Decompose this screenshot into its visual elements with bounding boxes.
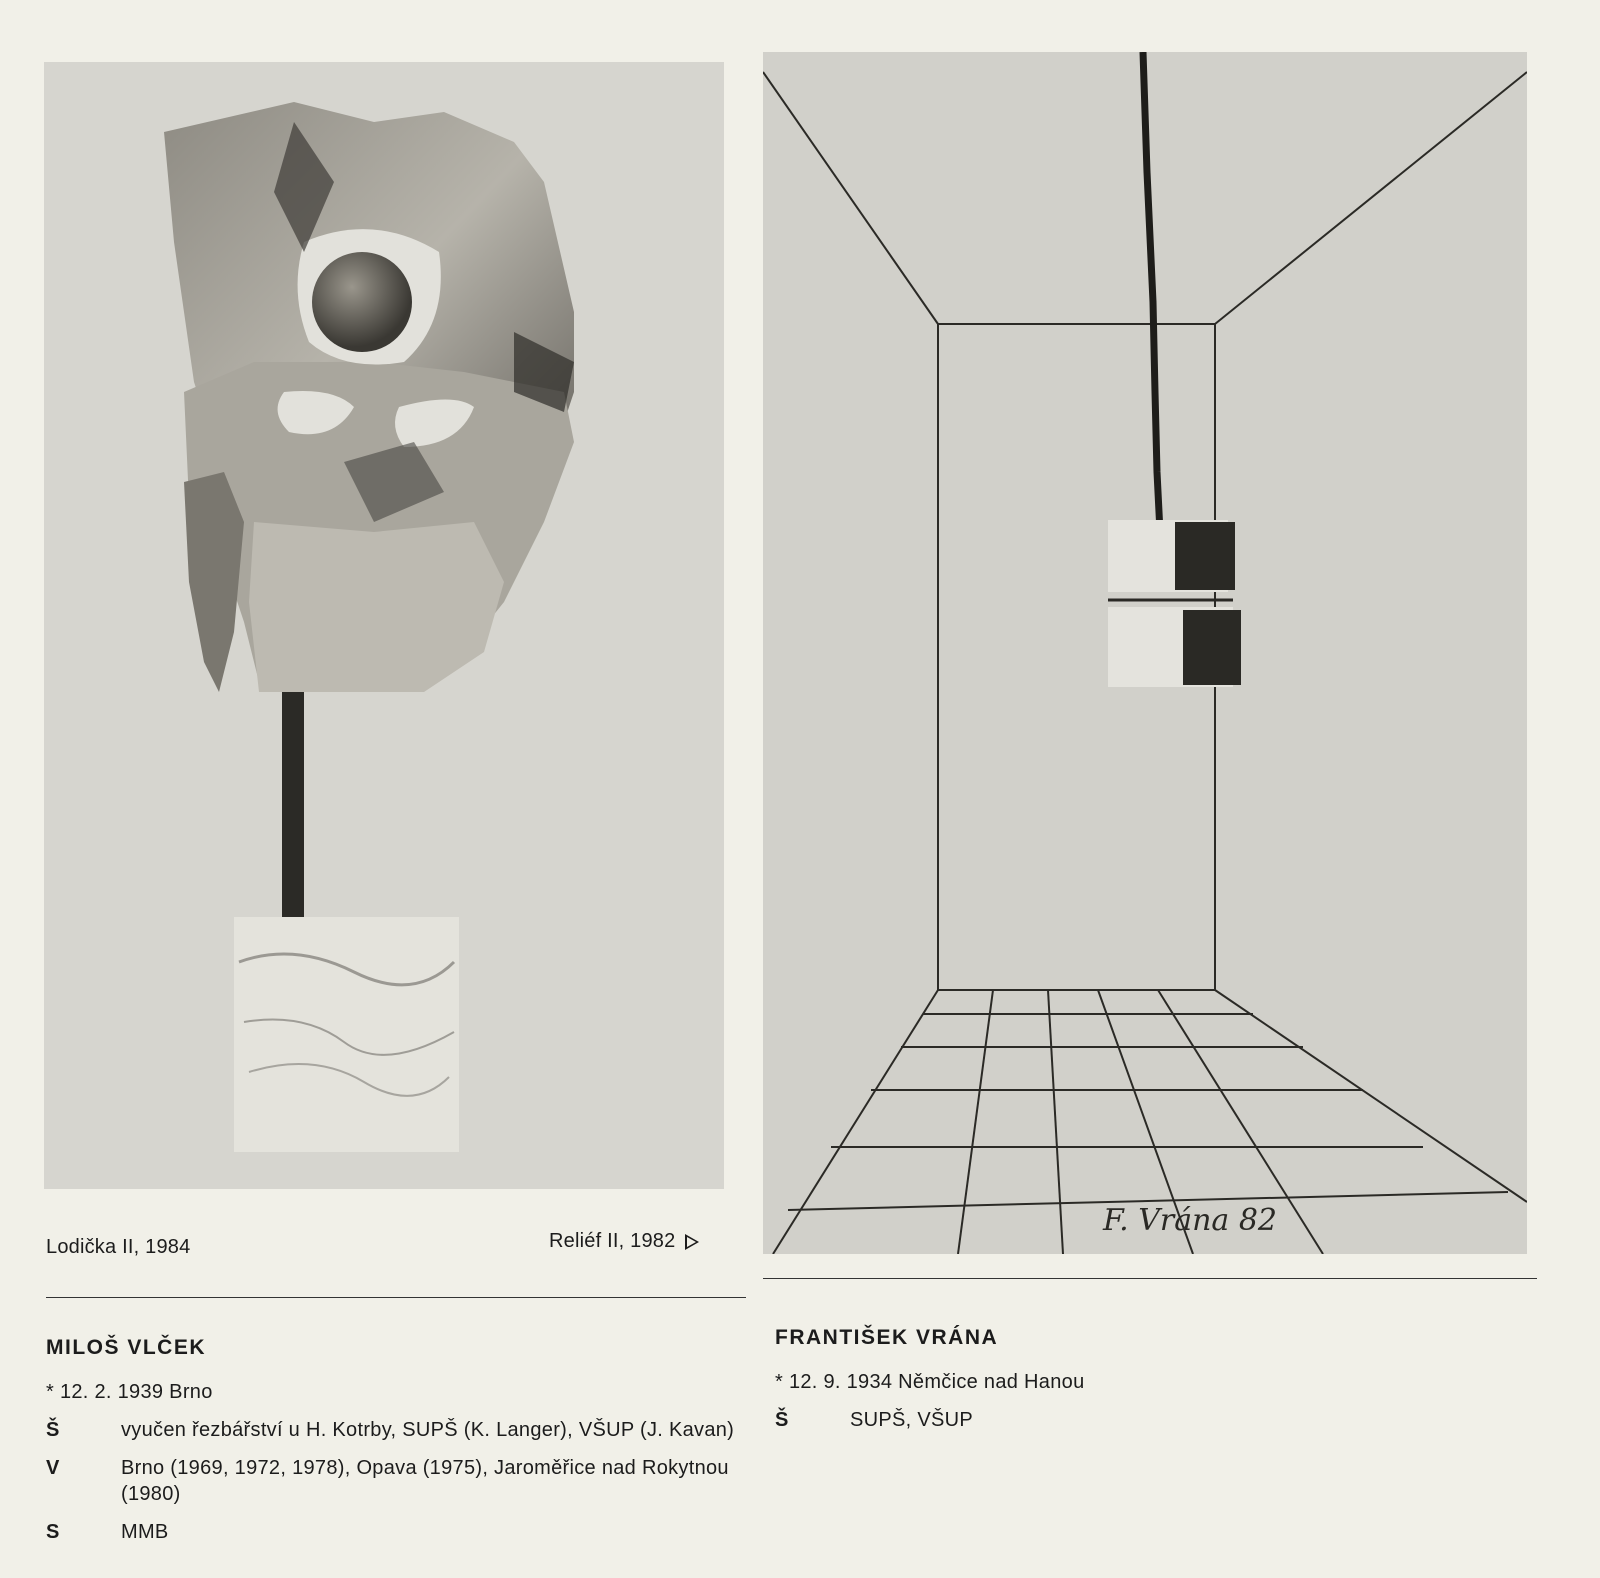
bio-entry	[46, 1455, 746, 1507]
right-photo-caption	[549, 1230, 699, 1253]
left-photo-caption: Lodička II, 1984	[46, 1236, 191, 1258]
artist-name: FRANTIŠEK VRÁNA	[775, 1326, 999, 1349]
artist-birth: * 12. 9. 1934 Němčice nad Hanou	[775, 1371, 1085, 1394]
entry-text: MMB	[121, 1521, 169, 1544]
entry-label: Š	[775, 1409, 789, 1432]
triangle-right-icon	[685, 1234, 699, 1250]
artist-bio-vlcek	[46, 1334, 746, 1557]
relief-photo	[763, 52, 1527, 1254]
entry-text: Brno (1969, 1972, 1978), Opava (1975), Jaroměřice nad Rokytnou (1980)	[121, 1457, 729, 1506]
sculpture-photo	[44, 62, 724, 1189]
divider-left	[46, 1297, 746, 1298]
artist-name: MILOŠ VLČEK	[46, 1336, 207, 1359]
relief-illustration	[763, 52, 1527, 1254]
entry-label: Š	[46, 1419, 60, 1442]
bio-entry	[46, 1417, 746, 1443]
bio-entry	[775, 1407, 1475, 1433]
right-photo-caption-text: Reliéf II, 1982	[549, 1230, 676, 1252]
bio-entry	[46, 1519, 746, 1545]
entry-label: V	[46, 1457, 60, 1480]
entry-text: SUPŠ, VŠUP	[850, 1409, 974, 1432]
sculpture-illustration	[44, 62, 724, 1189]
entry-text: vyučen řezbářství u H. Kotrby, SUPŠ (K. Langer), VŠUP (J. Kavan)	[121, 1419, 735, 1442]
artist-birth: * 12. 2. 1939 Brno	[46, 1381, 213, 1404]
divider-right	[763, 1278, 1537, 1279]
svg-text:F. Vrána 82: F. Vrána 82	[1103, 1203, 1278, 1238]
artist-bio-vrana	[775, 1324, 1475, 1445]
entry-label: S	[46, 1521, 60, 1544]
